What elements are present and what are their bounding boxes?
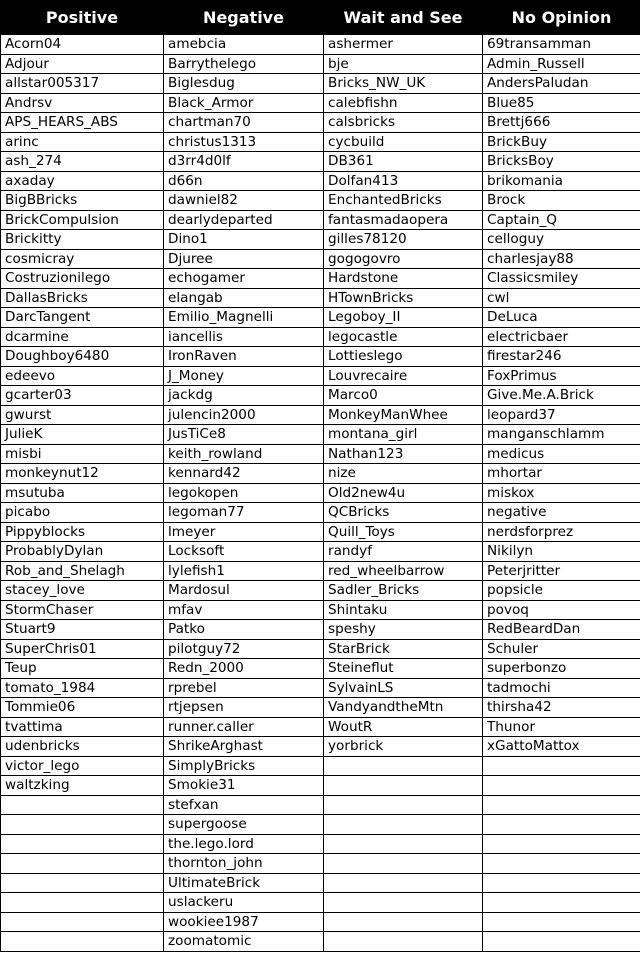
cell-negative: echogamer	[164, 269, 324, 289]
cell-negative: supergoose	[164, 815, 324, 835]
cell-negative: Patko	[164, 620, 324, 640]
table-row	[1, 171, 640, 191]
cell-positive: ProbablyDylan	[1, 542, 164, 562]
cell-no-opinion: charlesjay88	[483, 249, 640, 269]
cell-negative: chartman70	[164, 113, 324, 133]
cell-wait-and-see: fantasmadaopera	[324, 210, 483, 230]
cell-wait-and-see: StarBrick	[324, 639, 483, 659]
cell-negative: rtjepsen	[164, 698, 324, 718]
cell-negative: julencin2000	[164, 405, 324, 425]
cell-positive: Andrsv	[1, 93, 164, 113]
cell-no-opinion: medicus	[483, 444, 640, 464]
table-row	[1, 854, 640, 874]
cell-no-opinion: superbonzo	[483, 659, 640, 679]
cell-positive: Brickitty	[1, 230, 164, 250]
cell-no-opinion	[483, 912, 640, 932]
cell-wait-and-see: VandyandtheMtn	[324, 698, 483, 718]
table-row	[1, 873, 640, 893]
cell-positive	[1, 873, 164, 893]
cell-negative: legoman77	[164, 503, 324, 523]
cell-negative: dearlydeparted	[164, 210, 324, 230]
table-row	[1, 269, 640, 289]
cell-positive: BigBBricks	[1, 191, 164, 211]
cell-negative: christus1313	[164, 132, 324, 152]
cell-negative: elangab	[164, 288, 324, 308]
cell-negative: d66n	[164, 171, 324, 191]
cell-wait-and-see	[324, 912, 483, 932]
cell-wait-and-see: Dolfan413	[324, 171, 483, 191]
table-row	[1, 210, 640, 230]
cell-negative: Barrythelego	[164, 54, 324, 74]
cell-no-opinion: cwl	[483, 288, 640, 308]
table-row	[1, 93, 640, 113]
table-row	[1, 815, 640, 835]
cell-negative: Djuree	[164, 249, 324, 269]
cell-wait-and-see: HTownBricks	[324, 288, 483, 308]
cell-no-opinion: Schuler	[483, 639, 640, 659]
cell-positive	[1, 854, 164, 874]
cell-positive: arinc	[1, 132, 164, 152]
cell-negative: zoomatomic	[164, 932, 324, 952]
cell-no-opinion: DeLuca	[483, 308, 640, 328]
cell-negative: mfav	[164, 600, 324, 620]
cell-wait-and-see	[324, 815, 483, 835]
cell-no-opinion: negative	[483, 503, 640, 523]
cell-positive: Tommie06	[1, 698, 164, 718]
cell-wait-and-see: ashermer	[324, 35, 483, 55]
cell-no-opinion: miskox	[483, 483, 640, 503]
cell-wait-and-see: Legoboy_II	[324, 308, 483, 328]
table-row	[1, 74, 640, 94]
cell-wait-and-see	[324, 873, 483, 893]
cell-wait-and-see: Steineflut	[324, 659, 483, 679]
table-row	[1, 386, 640, 406]
cell-wait-and-see: DB361	[324, 152, 483, 172]
cell-negative: dawniel82	[164, 191, 324, 211]
table-row	[1, 308, 640, 328]
cell-positive: tomato_1984	[1, 678, 164, 698]
cell-no-opinion: FoxPrimus	[483, 366, 640, 386]
cell-negative: Mardosul	[164, 581, 324, 601]
table-row	[1, 132, 640, 152]
cell-positive: gwurst	[1, 405, 164, 425]
table-row	[1, 581, 640, 601]
table-row	[1, 503, 640, 523]
cell-no-opinion: electricbaer	[483, 327, 640, 347]
cell-positive: victor_lego	[1, 756, 164, 776]
cell-negative: iancellis	[164, 327, 324, 347]
cell-positive: tvattima	[1, 717, 164, 737]
cell-positive: Adjour	[1, 54, 164, 74]
table-row	[1, 35, 640, 55]
cell-no-opinion: 69transamman	[483, 35, 640, 55]
cell-no-opinion	[483, 873, 640, 893]
cell-positive: gcarter03	[1, 386, 164, 406]
cell-positive: Costruzionilego	[1, 269, 164, 289]
cell-wait-and-see	[324, 893, 483, 913]
cell-wait-and-see	[324, 834, 483, 854]
cell-no-opinion: nerdsforprez	[483, 522, 640, 542]
table-row	[1, 464, 640, 484]
table-body	[1, 35, 640, 952]
cell-no-opinion	[483, 756, 640, 776]
cell-negative: JusTiCe8	[164, 425, 324, 445]
cell-positive: Rob_and_Shelagh	[1, 561, 164, 581]
cell-positive	[1, 815, 164, 835]
cell-no-opinion: tadmochi	[483, 678, 640, 698]
cell-positive: allstar005317	[1, 74, 164, 94]
table-row	[1, 425, 640, 445]
table-row	[1, 600, 640, 620]
cell-negative: lylefish1	[164, 561, 324, 581]
cell-no-opinion	[483, 776, 640, 796]
cell-negative: IronRaven	[164, 347, 324, 367]
cell-no-opinion: manganschlamm	[483, 425, 640, 445]
cell-negative: Dino1	[164, 230, 324, 250]
cell-wait-and-see: nize	[324, 464, 483, 484]
cell-positive	[1, 834, 164, 854]
cell-negative: amebcia	[164, 35, 324, 55]
cell-no-opinion: thirsha42	[483, 698, 640, 718]
cell-wait-and-see: EnchantedBricks	[324, 191, 483, 211]
cell-negative: Redn_2000	[164, 659, 324, 679]
table-row	[1, 327, 640, 347]
cell-positive: picabo	[1, 503, 164, 523]
cell-positive	[1, 795, 164, 815]
table-row	[1, 191, 640, 211]
cell-negative: d3rr4d0lf	[164, 152, 324, 172]
cell-positive: stacey_love	[1, 581, 164, 601]
table-row	[1, 698, 640, 718]
cell-no-opinion: BricksBoy	[483, 152, 640, 172]
cell-positive: waltzking	[1, 776, 164, 796]
cell-no-opinion	[483, 854, 640, 874]
cell-wait-and-see: SylvainLS	[324, 678, 483, 698]
table-row	[1, 366, 640, 386]
cell-no-opinion: BrickBuy	[483, 132, 640, 152]
cell-wait-and-see: speshy	[324, 620, 483, 640]
cell-wait-and-see: calsbricks	[324, 113, 483, 133]
table-row	[1, 483, 640, 503]
cell-no-opinion: Brock	[483, 191, 640, 211]
cell-wait-and-see: Shintaku	[324, 600, 483, 620]
cell-negative: J_Money	[164, 366, 324, 386]
cell-positive: msutuba	[1, 483, 164, 503]
cell-negative: legokopen	[164, 483, 324, 503]
cell-wait-and-see: gogogovro	[324, 249, 483, 269]
cell-positive: cosmicray	[1, 249, 164, 269]
header-wait-and-see: Wait and See	[324, 1, 483, 35]
cell-wait-and-see: Louvrecaire	[324, 366, 483, 386]
cell-no-opinion	[483, 893, 640, 913]
table-row	[1, 912, 640, 932]
cell-negative: lmeyer	[164, 522, 324, 542]
cell-negative: kennard42	[164, 464, 324, 484]
cell-wait-and-see: MonkeyManWhee	[324, 405, 483, 425]
cell-positive: Pippyblocks	[1, 522, 164, 542]
cell-wait-and-see	[324, 932, 483, 952]
cell-positive: Teup	[1, 659, 164, 679]
cell-wait-and-see: Nathan123	[324, 444, 483, 464]
cell-no-opinion	[483, 815, 640, 835]
cell-negative: ShrikeArghast	[164, 737, 324, 757]
cell-positive: Doughboy6480	[1, 347, 164, 367]
cell-no-opinion: AndersPaludan	[483, 74, 640, 94]
cell-positive: JulieK	[1, 425, 164, 445]
cell-negative: Smokie31	[164, 776, 324, 796]
cell-no-opinion: popsicle	[483, 581, 640, 601]
cell-negative: wookiee1987	[164, 912, 324, 932]
header-negative: Negative	[164, 1, 324, 35]
table-row	[1, 561, 640, 581]
cell-positive: udenbricks	[1, 737, 164, 757]
cell-negative: stefxan	[164, 795, 324, 815]
cell-positive: axaday	[1, 171, 164, 191]
table-row	[1, 54, 640, 74]
table-row	[1, 834, 640, 854]
table-row	[1, 113, 640, 133]
cell-positive: dcarmine	[1, 327, 164, 347]
cell-no-opinion: brikomania	[483, 171, 640, 191]
cell-positive: monkeynut12	[1, 464, 164, 484]
cell-positive	[1, 932, 164, 952]
cell-no-opinion: povoq	[483, 600, 640, 620]
table-row	[1, 737, 640, 757]
table-row	[1, 405, 640, 425]
cell-wait-and-see: gilles78120	[324, 230, 483, 250]
cell-no-opinion: Captain_Q	[483, 210, 640, 230]
cell-no-opinion: Thunor	[483, 717, 640, 737]
cell-no-opinion: xGattoMattox	[483, 737, 640, 757]
cell-wait-and-see: Hardstone	[324, 269, 483, 289]
cell-wait-and-see	[324, 854, 483, 874]
header-no-opinion: No Opinion	[483, 1, 640, 35]
cell-positive: misbi	[1, 444, 164, 464]
cell-wait-and-see: yorbrick	[324, 737, 483, 757]
cell-negative: UltimateBrick	[164, 873, 324, 893]
cell-wait-and-see	[324, 795, 483, 815]
cell-positive: SuperChris01	[1, 639, 164, 659]
cell-no-opinion: Peterjritter	[483, 561, 640, 581]
cell-positive: Acorn04	[1, 35, 164, 55]
cell-positive: StormChaser	[1, 600, 164, 620]
cell-wait-and-see	[324, 776, 483, 796]
cell-no-opinion	[483, 834, 640, 854]
cell-wait-and-see: randyf	[324, 542, 483, 562]
table-row	[1, 659, 640, 679]
cell-negative: Locksoft	[164, 542, 324, 562]
cell-no-opinion	[483, 932, 640, 952]
cell-negative: Biglesdug	[164, 74, 324, 94]
cell-wait-and-see: cycbuild	[324, 132, 483, 152]
cell-no-opinion	[483, 795, 640, 815]
cell-negative: pilotguy72	[164, 639, 324, 659]
cell-negative: Black_Armor	[164, 93, 324, 113]
table-row	[1, 639, 640, 659]
cell-positive: APS_HEARS_ABS	[1, 113, 164, 133]
cell-no-opinion: RedBeardDan	[483, 620, 640, 640]
cell-wait-and-see: Bricks_NW_UK	[324, 74, 483, 94]
cell-negative: rprebel	[164, 678, 324, 698]
header-positive: Positive	[1, 1, 164, 35]
cell-no-opinion: mhortar	[483, 464, 640, 484]
cell-no-opinion: Nikilyn	[483, 542, 640, 562]
cell-no-opinion: Give.Me.A.Brick	[483, 386, 640, 406]
table-row	[1, 288, 640, 308]
cell-positive	[1, 912, 164, 932]
cell-positive	[1, 893, 164, 913]
table-row	[1, 678, 640, 698]
cell-wait-and-see: QCBricks	[324, 503, 483, 523]
table-row	[1, 795, 640, 815]
table-row	[1, 249, 640, 269]
table-row	[1, 717, 640, 737]
cell-wait-and-see: Quill_Toys	[324, 522, 483, 542]
cell-wait-and-see: calebfishn	[324, 93, 483, 113]
cell-positive: BrickCompulsion	[1, 210, 164, 230]
cell-wait-and-see: legocastle	[324, 327, 483, 347]
cell-wait-and-see: red_wheelbarrow	[324, 561, 483, 581]
cell-no-opinion: Blue85	[483, 93, 640, 113]
cell-no-opinion: firestar246	[483, 347, 640, 367]
table-row	[1, 542, 640, 562]
table-row	[1, 756, 640, 776]
table-row	[1, 932, 640, 952]
cell-wait-and-see: Old2new4u	[324, 483, 483, 503]
cell-wait-and-see: WoutR	[324, 717, 483, 737]
cell-no-opinion: leopard37	[483, 405, 640, 425]
table-row	[1, 347, 640, 367]
cell-negative: keith_rowland	[164, 444, 324, 464]
cell-negative: runner.caller	[164, 717, 324, 737]
cell-wait-and-see: Lottieslego	[324, 347, 483, 367]
table-row	[1, 893, 640, 913]
cell-positive: Stuart9	[1, 620, 164, 640]
cell-negative: thornton_john	[164, 854, 324, 874]
cell-positive: edeevo	[1, 366, 164, 386]
cell-wait-and-see: Marco0	[324, 386, 483, 406]
cell-no-opinion: Classicsmiley	[483, 269, 640, 289]
table-row	[1, 776, 640, 796]
header-row	[1, 1, 640, 35]
cell-wait-and-see: montana_girl	[324, 425, 483, 445]
cell-negative: jackdg	[164, 386, 324, 406]
cell-positive: DarcTangent	[1, 308, 164, 328]
cell-positive: DallasBricks	[1, 288, 164, 308]
cell-positive: ash_274	[1, 152, 164, 172]
table-row	[1, 522, 640, 542]
cell-no-opinion: celloguy	[483, 230, 640, 250]
cell-no-opinion: Brettj666	[483, 113, 640, 133]
cell-negative: Emilio_Magnelli	[164, 308, 324, 328]
cell-wait-and-see: bje	[324, 54, 483, 74]
table-row	[1, 444, 640, 464]
table-row	[1, 620, 640, 640]
table-row	[1, 152, 640, 172]
cell-negative: the.lego.lord	[164, 834, 324, 854]
cell-no-opinion: Admin_Russell	[483, 54, 640, 74]
cell-negative: uslackeru	[164, 893, 324, 913]
cell-negative: SimplyBricks	[164, 756, 324, 776]
cell-wait-and-see: Sadler_Bricks	[324, 581, 483, 601]
cell-wait-and-see	[324, 756, 483, 776]
table-row	[1, 230, 640, 250]
